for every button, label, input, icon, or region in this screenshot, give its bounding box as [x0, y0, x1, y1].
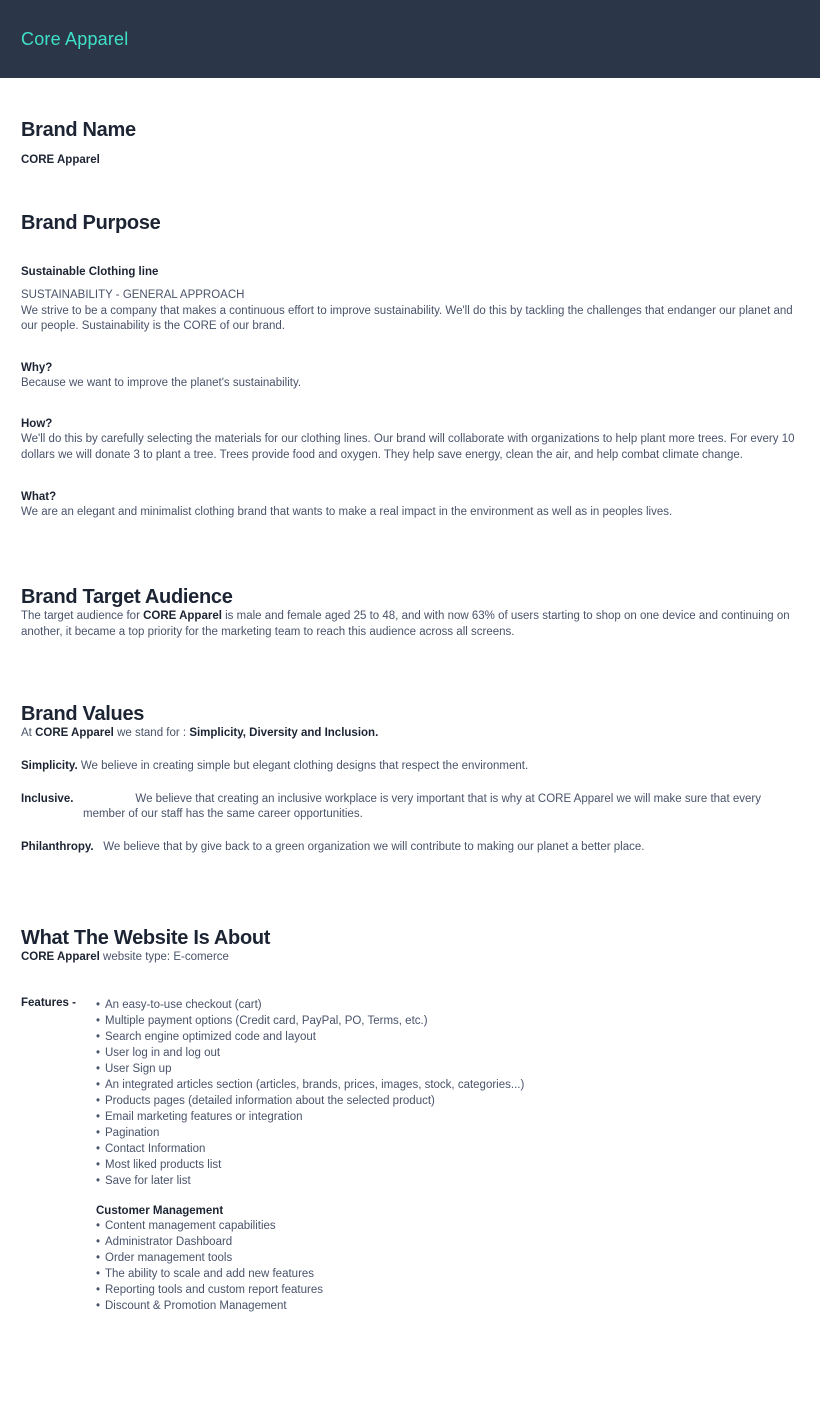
feature-list-item: • User log in and log out	[96, 1045, 800, 1061]
brand-value-item-simplicity	[21, 759, 800, 775]
feature-list-item: • Save for later list	[96, 1173, 800, 1189]
purpose-why-label: Why?	[21, 361, 53, 374]
audience-text-part2: is male and female aged 25 to 48, and with now 63% of users starting to shop on one device and continuing on another, it became a top priority for the marketing team to reach this audience across all screens.	[21, 610, 790, 638]
spacer-brand-name	[21, 78, 800, 119]
purpose-how-text: We'll do this by carefully selecting the materials for our clothing lines. Our brand will collaborate with organizations to help plant more trees. For every 10 dollars we will donate 3 to plant a tree. Trees provide food and oxygen. They help save energy, clean the air, and help combat climate change.	[21, 433, 795, 461]
purpose-how-block	[21, 418, 800, 463]
purpose-approach-text: We strive to be a company that makes a continuous effort to improve sustainability. We'll do this by tackling the challenges that endanger our planet and our people. Sustainability is the CORE of our brand.	[21, 304, 793, 333]
section-title-brand-name: Brand Name	[21, 119, 136, 141]
features-block	[21, 997, 800, 1314]
brand-value-item-inclusive	[21, 792, 800, 823]
values-lead-middle: we stand for :	[113, 727, 190, 740]
section-title-brand-values: Brand Values	[21, 703, 145, 726]
customer-management-label: Customer Management	[96, 1204, 224, 1217]
document-body	[0, 78, 820, 1314]
purpose-what-text: We are an elegant and minimalist clothing brand that wants to make a real impact in the environment as well as in peoples lives.	[21, 505, 673, 518]
customer-management-list-item: • Administrator Dashboard	[96, 1234, 800, 1250]
features-lists	[96, 997, 800, 1314]
brand-value-item-philanthropy	[21, 840, 800, 856]
features-label: Features -	[21, 996, 76, 1009]
feature-list-item: • User Sign up	[96, 1061, 800, 1077]
audience-brand-bold: CORE Apparel	[143, 610, 222, 623]
purpose-what-label: What?	[21, 490, 57, 503]
features-list	[96, 997, 800, 1189]
value-text-simplicity: We believe in creating simple but elegant clothing designs that respect the environment.	[80, 759, 529, 772]
website-brand-bold: CORE Apparel	[21, 951, 100, 964]
audience-text-part1: The target audience for	[21, 610, 144, 623]
value-text-inclusive: We believe that creating an inclusive workplace is very important that is why at CORE Apparel we will make sure that every member of our staff has the same career opportunities.	[83, 792, 761, 821]
app-title: Core Apparel	[21, 28, 129, 49]
section-title-website-about: What The Website Is About	[21, 927, 271, 950]
brand-values-lead	[21, 726, 800, 742]
feature-list-item: • Multiple payment options (Credit card, PayPal, PO, Terms, etc.)	[96, 1013, 800, 1029]
value-text-philanthropy: We believe that by give back to a green organization we will contribute to making our planet a better place.	[103, 840, 645, 853]
purpose-why-text: Because we want to improve the planet's sustainability.	[21, 376, 302, 389]
spacer-website-about	[21, 855, 800, 927]
purpose-approach-block	[21, 288, 800, 335]
customer-management-list-item: • Content management capabilities	[96, 1218, 800, 1234]
spacer-brand-target-audience	[21, 520, 800, 586]
website-type-line	[21, 950, 800, 966]
purpose-approach-label: SUSTAINABILITY - GENERAL APPROACH	[21, 289, 245, 301]
feature-list-item: • Most liked products list	[96, 1157, 800, 1173]
feature-list-item: • Products pages (detailed information about the selected product)	[96, 1093, 800, 1109]
values-lead-list: Simplicity, Diversity and Inclusion.	[189, 727, 379, 740]
feature-list-item: • Email marketing features or integration	[96, 1109, 800, 1125]
section-title-brand-target-audience: Brand Target Audience	[21, 586, 233, 609]
section-title-brand-purpose: Brand Purpose	[21, 212, 161, 234]
feature-list-item: • Search engine optimized code and layout	[96, 1029, 800, 1045]
brand-target-audience-text	[21, 609, 800, 640]
customer-management-list-item: • The ability to scale and add new features	[96, 1266, 800, 1282]
feature-list-item: • An easy-to-use checkout (cart)	[96, 997, 800, 1013]
purpose-why-block	[21, 362, 800, 392]
value-key-philanthropy: Philanthropy.	[21, 840, 94, 853]
feature-list-item: • An integrated articles section (articles, brands, prices, images, stock, categories...)	[96, 1077, 800, 1093]
website-type-text: website type: E-comerce	[99, 951, 229, 964]
customer-management-list	[96, 1218, 800, 1314]
feature-list-item: • Contact Information	[96, 1141, 800, 1157]
app-header	[0, 0, 820, 78]
brand-name-value: CORE Apparel	[21, 154, 100, 166]
values-lead-brand: CORE Apparel	[35, 727, 114, 740]
customer-management-list-item: • Reporting tools and custom report features	[96, 1282, 800, 1298]
value-inclusive-wrap	[21, 792, 800, 823]
purpose-what-block	[21, 491, 800, 521]
values-lead-prefix: At	[21, 727, 36, 740]
spacer-brand-purpose	[21, 166, 800, 212]
customer-management-list-item: • Order management tools	[96, 1250, 800, 1266]
value-key-inclusive: Inclusive.	[21, 792, 74, 805]
feature-list-item: • Pagination	[96, 1125, 800, 1141]
spacer-brand-values	[21, 640, 800, 703]
purpose-how-label: How?	[21, 418, 53, 431]
customer-management-list-item: • Discount & Promotion Management	[96, 1298, 800, 1314]
purpose-subtitle: Sustainable Clothing line	[21, 266, 159, 278]
value-key-simplicity: Simplicity.	[21, 759, 78, 772]
